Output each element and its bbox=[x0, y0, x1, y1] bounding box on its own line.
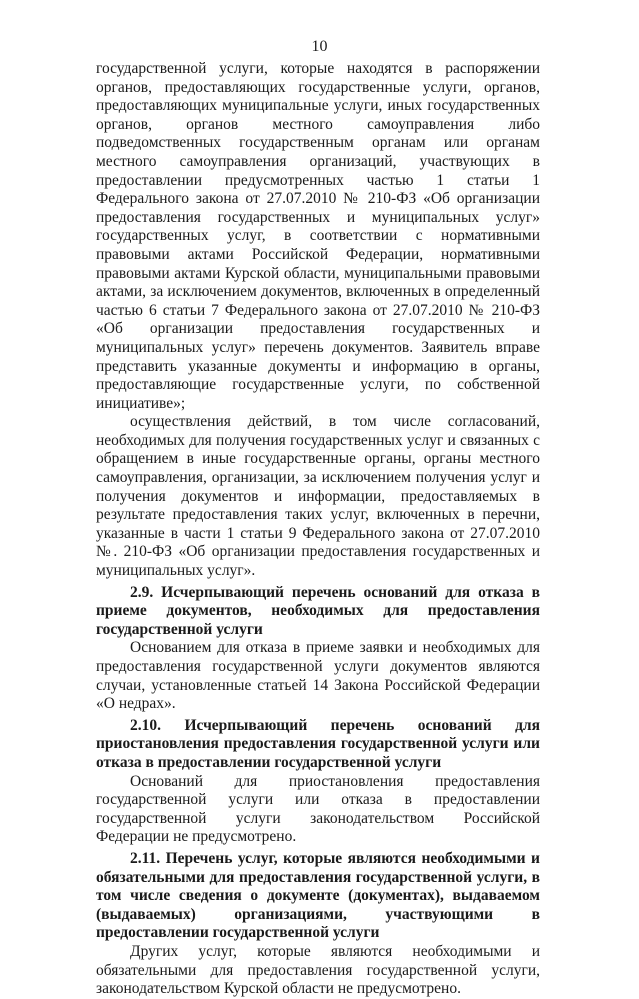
paragraph-refusal-grounds: Основанием для отказа в приеме заявки и необходимых для предоставления государственной услуги документов являются случаи, установленные статьей 14 Закона Российской Федерации «О недрах». bbox=[96, 639, 540, 713]
document-body bbox=[96, 60, 540, 999]
paragraph-other-services: Других услуг, которые являются необходимыми и обязательными для предоставления государственной услуги, законодательством Курской области не предусмотрено. bbox=[96, 942, 540, 998]
paragraph-suspension-grounds: Оснований для приостановления предоставления государственной услуги или отказа в предоставлении государственной услуги законодательством Российской Федерации не предусмотрено. bbox=[96, 772, 540, 846]
section-heading-2-9: 2.9. Исчерпывающий перечень оснований для отказа в приеме документов, необходимых для предоставления государственной услуги bbox=[96, 583, 540, 638]
paragraph-actions: осуществления действий, в том числе согласований, необходимых для получения государственных услуг и связанных с обращением в иные государственные органы, органы местного самоуправления, организации, за исключением получения услуг и получения документов и информации, предоставляемых в результате предоставления таких услуг, включенных в перечни, указанные в части 1 статьи 9 Федерального закона от 27.07.2010 №. 210-ФЗ «Об организации предоставления государственных и муниципальных услуг». bbox=[96, 413, 540, 580]
page-number: 10 bbox=[311, 38, 328, 55]
section-heading-2-10: 2.10. Исчерпывающий перечень оснований для приостановления предоставления государственной услуги или отказа в предоставлении государственной услуги bbox=[96, 716, 540, 771]
paragraph-continuation: государственной услуги, которые находятся в распоряжении органов, предоставляющих государственные услуги, органов, предоставляющих муниципальные услуги, иных государственных органов, органов местного самоуправления либо подведомственных государственным органам или органам местного самоуправления организаций, участвующих в предоставлении предусмотренных частью 1 статьи 1 Федерального закона от 27.07.2010 № 210-ФЗ «Об организации предоставления государственных и муниципальных услуг» государственных услуг, в соответствии с нормативными правовыми актами Российской Федерации, нормативными правовыми актами Курской области, муниципальными правовыми актами, за исключением документов, включенных в определенный частью 6 статьи 7 Федерального закона от 27.07.2010 № 210-ФЗ «Об организации предоставления государственных и муниципальных услуг» перечень документов. Заявитель вправе представить указанные документы и информацию в органы, предоставляющие государственные услуги, по собственной инициативе»; bbox=[96, 60, 540, 412]
section-heading-2-11: 2.11. Перечень услуг, которые являются необходимыми и обязательными для предоставления государственной услуги, в том числе сведения о документе (документах), выдаваемом (выдаваемых) организациями, участвующими в предоставлении государственной услуги bbox=[96, 849, 540, 942]
